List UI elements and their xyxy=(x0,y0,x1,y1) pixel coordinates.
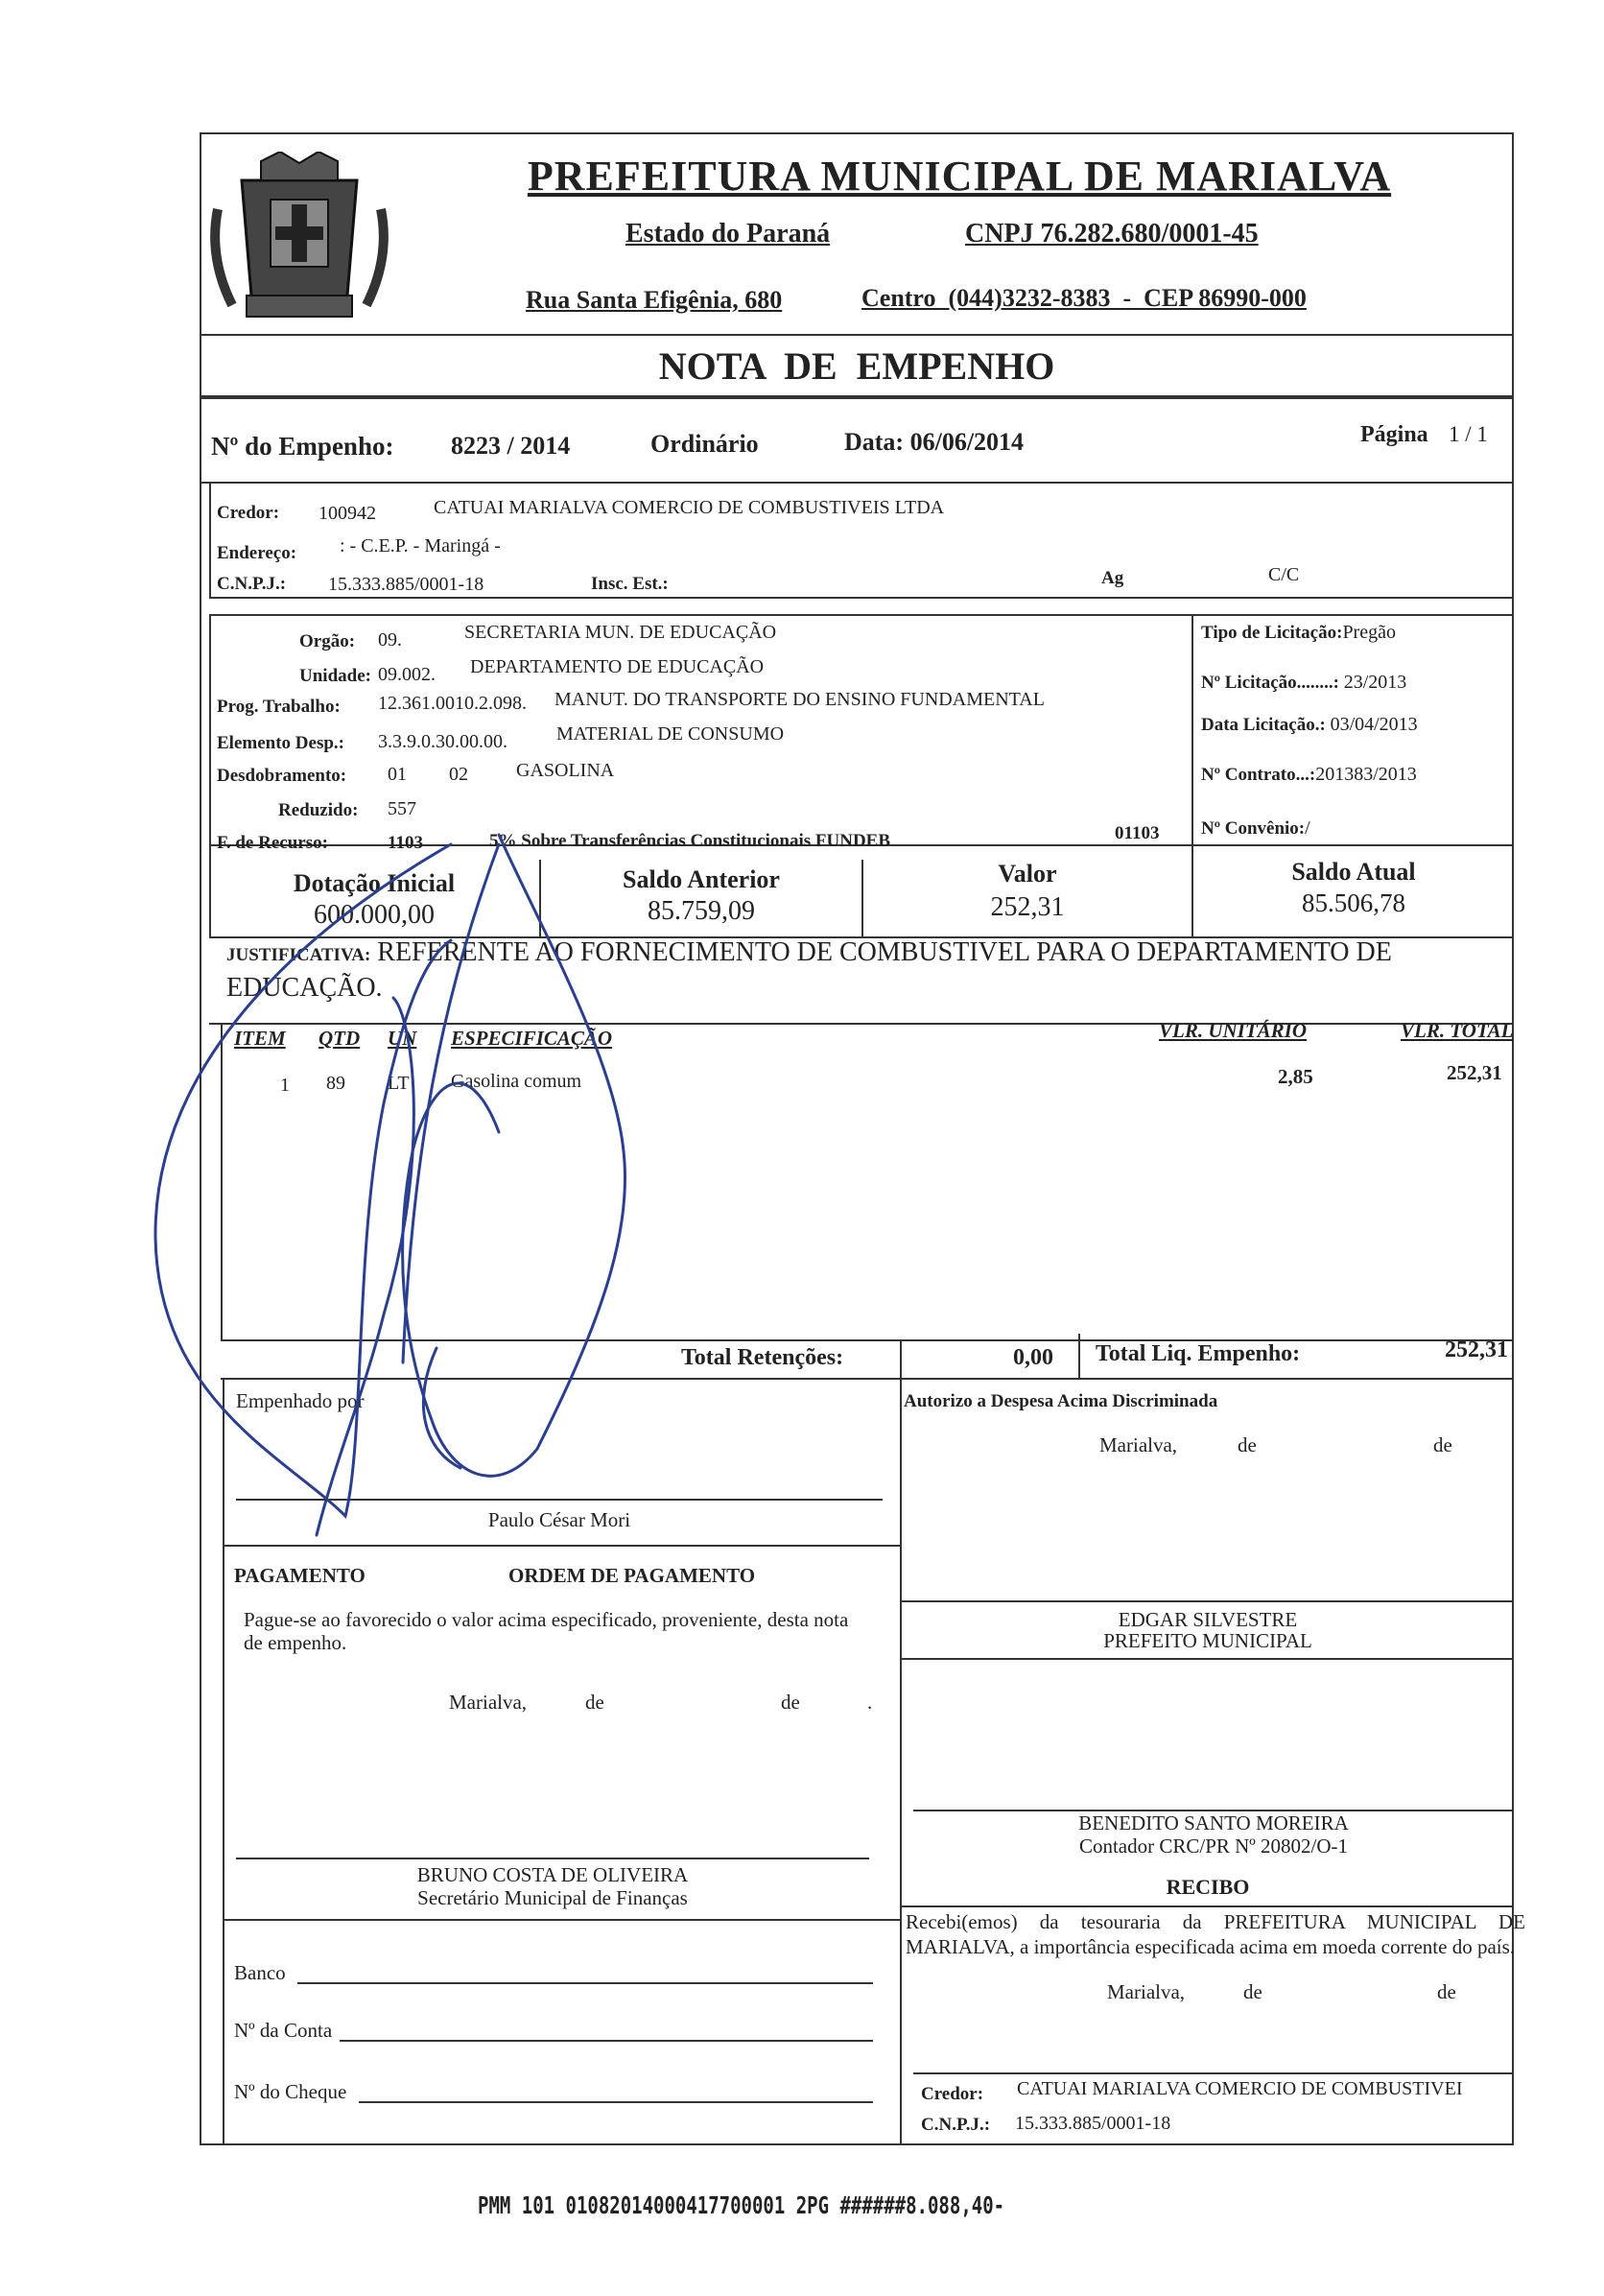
secretario-name: BRUNO COSTA DE OLIVEIRA xyxy=(416,1863,689,1886)
empenho-type: Ordinário xyxy=(650,430,759,458)
insc-label: Insc. Est.: xyxy=(591,574,669,594)
convenio-value: / xyxy=(1305,817,1310,839)
justificativa-text-2: EDUCAÇÃO. xyxy=(226,973,383,1003)
unidade-value: 09.002. xyxy=(378,664,436,685)
municipality-title: PREFEITURA MUNICIPAL DE MARIALVA xyxy=(527,153,1392,200)
reduzido-label: Reduzido: xyxy=(278,800,359,820)
recibo-cnpj-label: C.N.P.J.: xyxy=(921,2115,991,2135)
desdob-b: 02 xyxy=(449,764,468,785)
dotacao-value: 600.000,00 xyxy=(314,900,435,930)
liq-empenho-label: Total Liq. Empenho: xyxy=(1096,1341,1301,1366)
cnpj-header: CNPJ 76.282.680/0001-45 xyxy=(965,219,1259,249)
justificativa-label: JUSTIFICATIVA: xyxy=(226,945,371,965)
credor-name: CATUAI MARIALVA COMERCIO DE COMBUSTIVEIS LTDA xyxy=(434,497,945,518)
prog-value: 12.361.0010.2.098. xyxy=(378,693,527,714)
retencoes-value: 0,00 xyxy=(1013,1345,1053,1370)
dotacao-label: Dotação Inicial xyxy=(293,869,456,897)
prefeito-name: EDGAR SILVESTRE xyxy=(1118,1608,1298,1631)
desdob-name: GASOLINA xyxy=(516,760,615,781)
row-1-unit: 2,85 xyxy=(1278,1065,1313,1088)
recurso-label: F. de Recurso: xyxy=(217,833,328,853)
prefeito-title: PREFEITO MUNICIPAL xyxy=(1103,1629,1312,1652)
street-address: Rua Santa Efigênia, 680 xyxy=(526,286,783,314)
num-licitacao-label: Nº Licitação........: xyxy=(1201,673,1339,693)
empenhado-name: Paulo César Mori xyxy=(487,1508,631,1531)
row-1-spec: Gasolina comum xyxy=(451,1071,582,1092)
header-spec: ESPECIFICAÇÃO xyxy=(451,1027,613,1050)
recibo-credor-label: Credor: xyxy=(921,2084,984,2104)
num-licitacao-value: 23/2013 xyxy=(1343,672,1407,693)
convenio-label: Nº Convênio: xyxy=(1201,818,1306,839)
header-item: ITEM xyxy=(234,1027,286,1050)
recibo-marialva: Marialva, xyxy=(1107,1980,1186,2003)
empenho-number: 8223 / 2014 xyxy=(451,432,571,460)
ag-label: Ag xyxy=(1101,568,1124,588)
tipo-licitacao-value: Pregão xyxy=(1342,622,1396,643)
pagamento-de-1: de xyxy=(585,1691,604,1714)
credor-label: Credor: xyxy=(217,503,280,523)
header-total: VLR. TOTAL xyxy=(1401,1019,1514,1042)
pagamento-marialva: Marialva, xyxy=(449,1691,528,1714)
empenhado-label: Empenhado por xyxy=(236,1389,365,1412)
credor-code: 100942 xyxy=(318,503,376,524)
recibo-de-1: de xyxy=(1243,1980,1262,2003)
liq-empenho-value: 252,31 xyxy=(1445,1337,1508,1362)
row-1-total: 252,31 xyxy=(1447,1061,1502,1084)
row-1-qtd: 89 xyxy=(326,1073,345,1094)
elem-value: 3.3.9.0.30.00.00. xyxy=(378,731,507,752)
address-label: Endereço: xyxy=(217,543,297,563)
pagamento-dot: . xyxy=(867,1691,873,1714)
contador-name: BENEDITO SANTO MOREIRA xyxy=(1078,1811,1349,1834)
orgao-label: Orgão: xyxy=(299,631,356,651)
elem-label: Elemento Desp.: xyxy=(217,733,344,753)
recibo-text: Recebi(emos) da tesouraria da PREFEITURA MUNICIPAL DE MARIALVA, a importância especificada acima em moeda corrente do país. xyxy=(906,1910,1525,1958)
tipo-licitacao-label-text: Tipo de Licitação: xyxy=(1201,623,1343,643)
banco-label: Banco xyxy=(234,1961,286,1984)
document-title: NOTA DE EMPENHO xyxy=(658,344,1055,388)
autorizo-marialva: Marialva, xyxy=(1099,1433,1178,1456)
retencoes-label: Total Retenções: xyxy=(681,1345,844,1370)
contador-title: Contador CRC/PR Nº 20802/O-1 xyxy=(1078,1834,1349,1858)
saldo-anterior-label: Saldo Anterior xyxy=(623,865,780,893)
prog-label: Prog. Trabalho: xyxy=(217,697,341,717)
autorizo-de-1: de xyxy=(1238,1433,1257,1456)
header-qtd: QTD xyxy=(318,1027,361,1050)
desdob-label: Desdobramento: xyxy=(217,766,347,786)
justificativa-text-1: REFERENTE AO FORNECIMENTO DE COMBUSTIVEL PARA O DEPARTAMENTO DE xyxy=(377,937,1392,967)
recurso-value: 1103 xyxy=(388,833,423,853)
recurso-name: 5% Sobre Transferências Constitucionais FUNDEB xyxy=(489,831,891,851)
recibo-cnpj-value: 15.333.885/0001-18 xyxy=(1015,2113,1171,2134)
prog-name: MANUT. DO TRANSPORTE DO ENSINO FUNDAMENTAL xyxy=(554,689,1045,710)
header-unit: VLR. UNITÁRIO xyxy=(1159,1019,1308,1042)
cnpj-label: C.N.P.J.: xyxy=(217,574,287,594)
address-value: : - C.E.P. - Maringá - xyxy=(340,535,501,556)
reduzido-value: 557 xyxy=(388,798,416,819)
pagamento-de-2: de xyxy=(781,1691,800,1714)
valor-value: 252,31 xyxy=(990,892,1065,922)
cheque-label: Nº do Cheque xyxy=(234,2080,347,2103)
recibo-label: RECIBO xyxy=(1166,1875,1250,1899)
page-label: Página xyxy=(1360,422,1428,447)
conta-label: Nº da Conta xyxy=(234,2019,333,2042)
recibo-credor-name: CATUAI MARIALVA COMERCIO DE COMBUSTIVEI xyxy=(1017,2078,1463,2099)
secretario-title: Secretário Municipal de Finanças xyxy=(417,1886,688,1909)
row-1-un: LT xyxy=(388,1073,410,1094)
elem-name: MATERIAL DE CONSUMO xyxy=(556,723,785,745)
header-un: UN xyxy=(388,1027,417,1050)
pagamento-label: PAGAMENTO xyxy=(234,1564,366,1587)
recibo-de-2: de xyxy=(1437,1980,1456,2003)
empenho-date: Data: 06/06/2014 xyxy=(844,428,1025,456)
unidade-name: DEPARTAMENTO DE EDUCAÇÃO xyxy=(470,656,765,677)
pagamento-text: Pague-se ao favorecido o valor acima especificado, proveniente, desta nota de empenho. xyxy=(244,1608,849,1654)
empenho-label: Nº do Empenho: xyxy=(211,432,394,461)
contrato-value: 201383/2013 xyxy=(1315,764,1417,785)
unidade-label: Unidade: xyxy=(299,666,371,686)
desdob-a: 01 xyxy=(388,764,407,785)
autorizo-de-2: de xyxy=(1433,1433,1452,1456)
saldo-anterior-value: 85.759,09 xyxy=(648,896,755,926)
orgao-value: 09. xyxy=(378,629,402,651)
autorizo-label: Autorizo a Despesa Acima Discriminada xyxy=(904,1391,1218,1411)
state-name: Estado do Paraná xyxy=(625,219,831,249)
valor-label: Valor xyxy=(998,860,1057,888)
cc-label: C/C xyxy=(1268,564,1300,585)
cnpj-value: 15.333.885/0001-18 xyxy=(328,574,484,595)
orgao-name: SECRETARIA MUN. DE EDUCAÇÃO xyxy=(464,622,777,643)
page-number: 1 / 1 xyxy=(1449,422,1488,446)
recurso-code: 01103 xyxy=(1115,823,1160,843)
saldo-atual-label: Saldo Atual xyxy=(1291,858,1416,886)
data-licitacao-label: Data Licitação.: xyxy=(1201,715,1326,735)
saldo-atual-value: 85.506,78 xyxy=(1302,888,1405,917)
data-licitacao-value: 03/04/2013 xyxy=(1330,714,1418,735)
district-phone-cep: Centro (044)3232-8383 - CEP 86990-000 xyxy=(861,284,1307,312)
ordem-pagamento-label: ORDEM DE PAGAMENTO xyxy=(508,1564,756,1587)
row-1-item: 1 xyxy=(280,1075,290,1096)
contrato-label: Nº Contrato...: xyxy=(1201,765,1316,785)
footer-code: PMM 101 01082014000417700001 2PG ######8.088,40- xyxy=(478,2191,1005,2220)
